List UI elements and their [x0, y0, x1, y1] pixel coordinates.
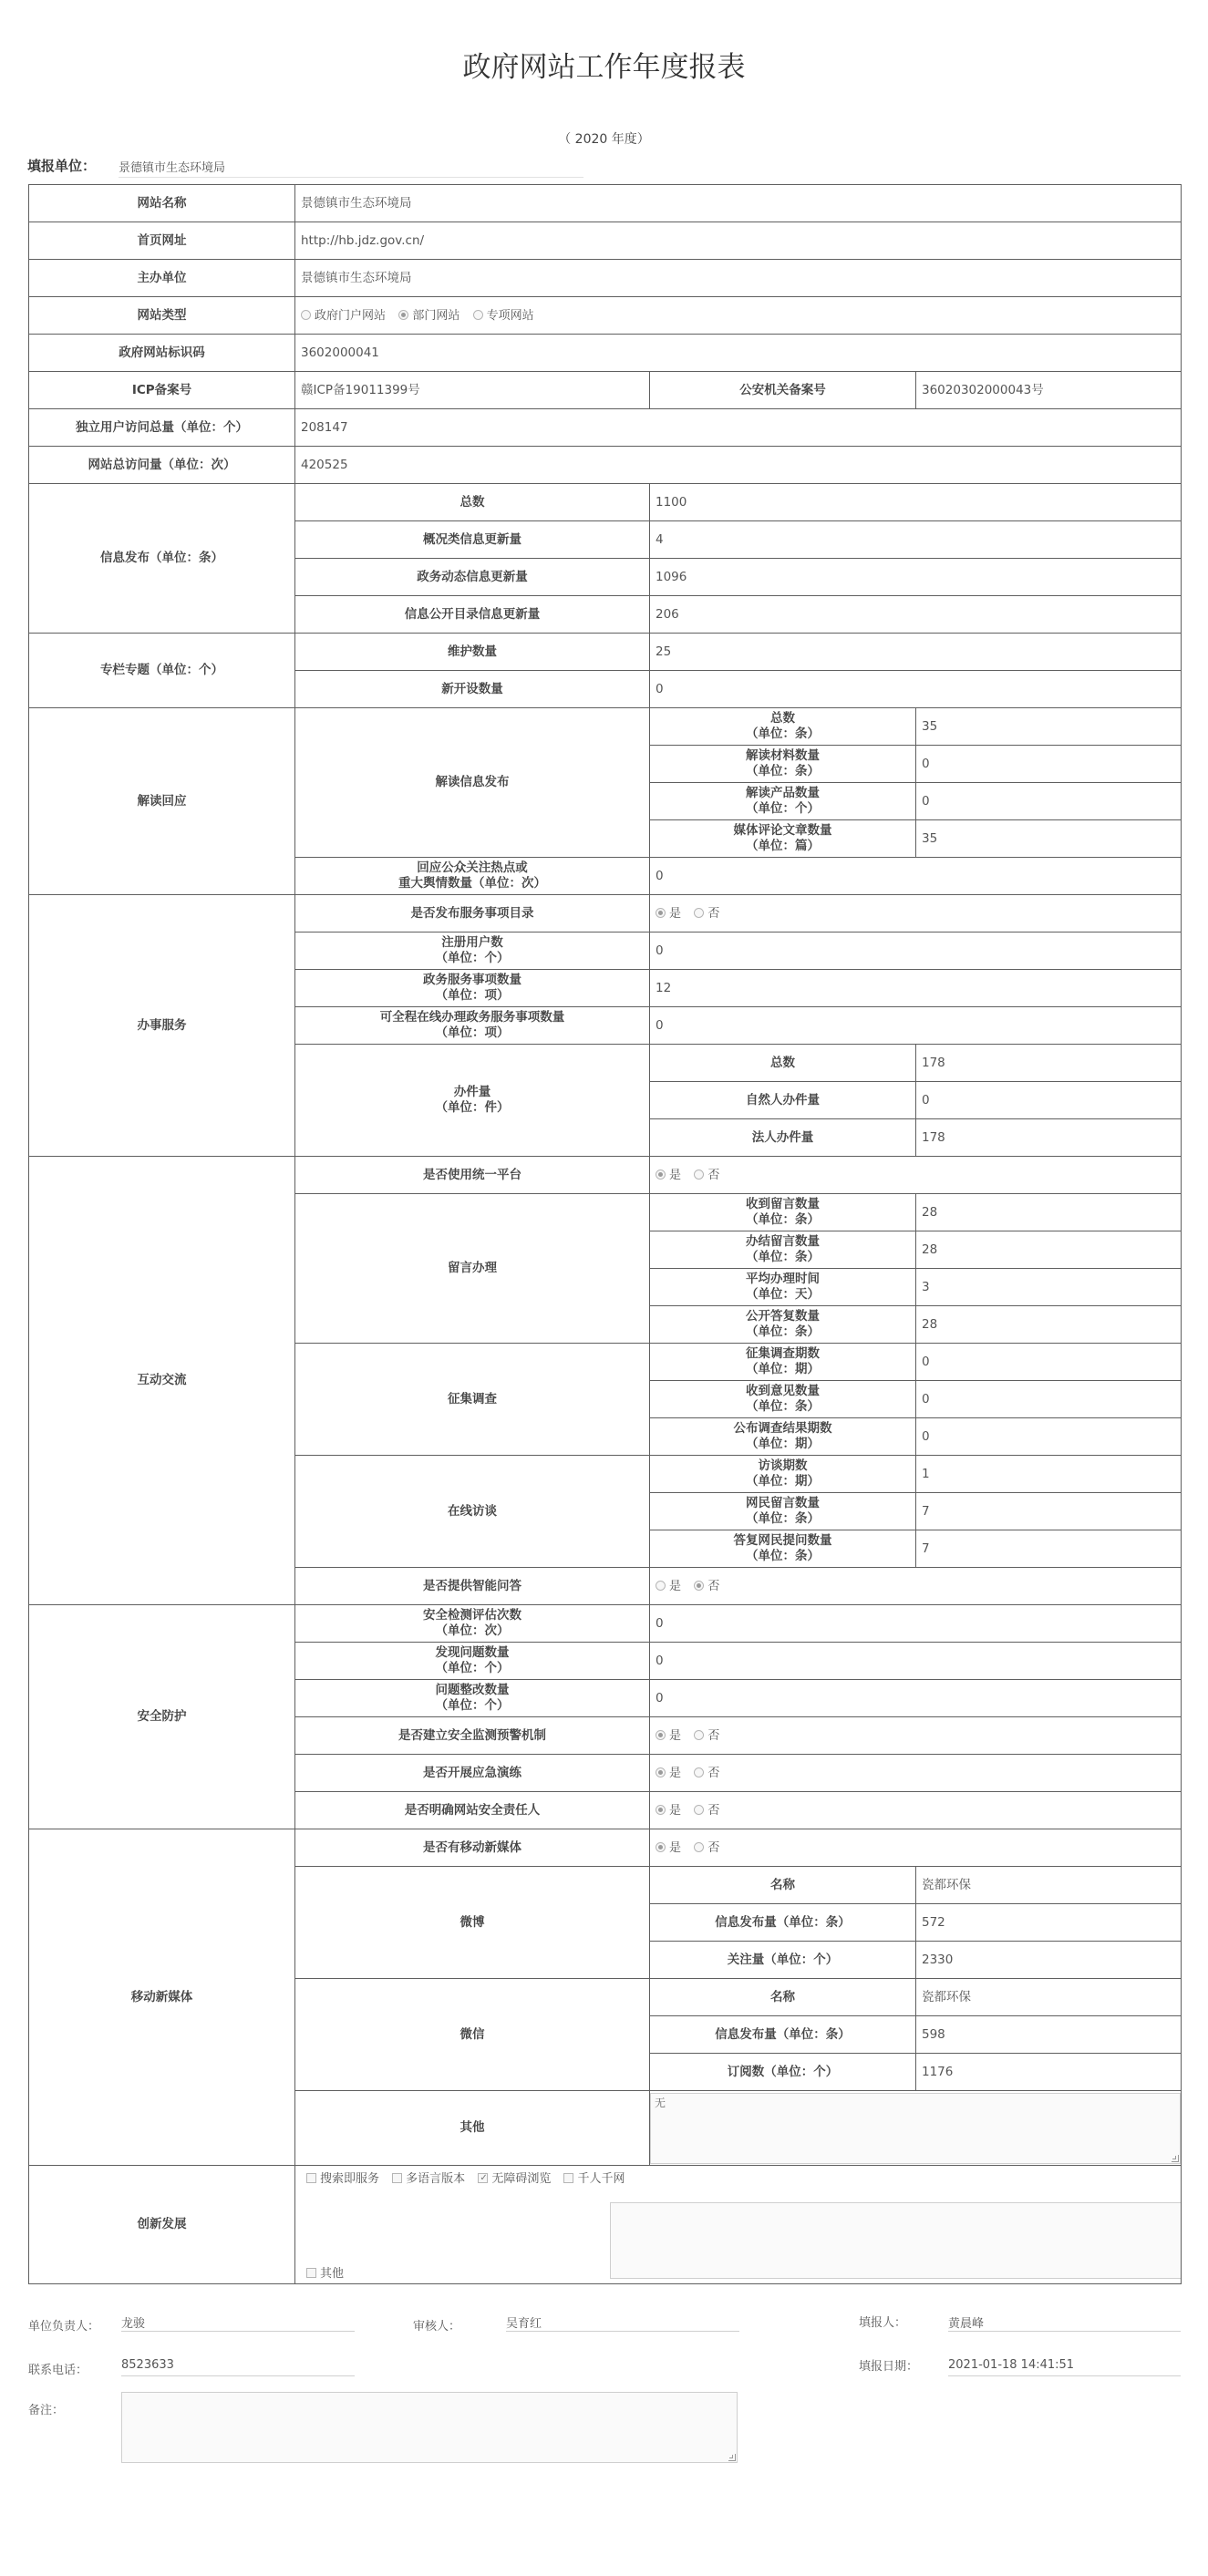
interpret-sub-label: 总数 （单位：条）	[650, 708, 916, 746]
interpret-sub-label: 媒体评论文章数量 （单位：篇）	[650, 820, 916, 858]
checkbox-checked-icon[interactable]	[478, 2173, 488, 2183]
radio-checked-icon[interactable]	[656, 1842, 666, 1852]
option-label: 政府门户网站	[315, 308, 387, 323]
report-year: （ 2020 年度）	[558, 132, 650, 147]
survey-sub-label: 收到意见数量 （单位：条）	[650, 1381, 916, 1418]
table-row	[29, 1157, 1182, 1194]
columns-section: 专栏专题（单位：个）	[29, 634, 295, 708]
messages-sub-label: 办结留言数量 （单位：条）	[650, 1231, 916, 1269]
info-catalog-value: 206	[650, 596, 1182, 634]
interview-label: 在线访谈	[295, 1456, 650, 1568]
date-label: 填报日期：	[859, 2360, 919, 2374]
weibo-posts-value: 572	[916, 1904, 1182, 1942]
checkbox-icon[interactable]	[306, 2173, 316, 2183]
radio-checked-icon[interactable]	[656, 908, 666, 918]
uv-value: 208147	[295, 409, 1182, 447]
cases-legal-value: 178	[916, 1119, 1182, 1157]
interview-periods-value: 1	[916, 1456, 1182, 1493]
innovation-option-personal[interactable]: 千人千网	[563, 2172, 625, 2186]
service-catalog-radios	[650, 895, 1182, 933]
security-owner-label: 是否明确网站安全责任人	[295, 1792, 650, 1829]
interpret-total-value: 35	[916, 708, 1182, 746]
radio-icon[interactable]	[656, 1581, 666, 1591]
info-news-value: 1096	[650, 559, 1182, 596]
security-fixed-label: 问题整改数量 （单位：个）	[295, 1680, 650, 1717]
no-option[interactable]: 否	[694, 1767, 719, 1780]
weibo-name-value: 瓷都环保	[916, 1867, 1182, 1904]
wechat-name-value: 瓷都环保	[916, 1979, 1182, 2016]
wechat-label: 微信	[295, 1979, 650, 2091]
row-sponsor	[29, 260, 1182, 297]
survey-sub-label: 征集调查期数 （单位：期）	[650, 1344, 916, 1381]
info-total-label: 总数	[295, 484, 650, 521]
security-checks-label: 安全检测评估次数 （单位：次）	[295, 1605, 650, 1643]
no-option[interactable]: 否	[694, 1580, 719, 1593]
radio-checked-icon[interactable]	[398, 310, 408, 320]
site-id-label: 政府网站标识码	[29, 335, 295, 372]
radio-checked-icon[interactable]	[694, 1581, 704, 1591]
head-value: 龙骏	[121, 2308, 355, 2332]
reviewer-value: 吴育红	[506, 2308, 739, 2332]
yes-option[interactable]: 是	[656, 1804, 681, 1818]
radio-icon[interactable]	[694, 1842, 704, 1852]
table-row	[29, 634, 1182, 671]
innovation-option-other[interactable]: 其他	[306, 2266, 344, 2282]
no-option[interactable]: 否	[694, 907, 719, 921]
interpret-publish-label: 解读信息发布	[295, 708, 650, 858]
messages-received-value: 28	[916, 1194, 1182, 1231]
survey-label: 征集调查	[295, 1344, 650, 1456]
messages-sub-label: 收到留言数量 （单位：条）	[650, 1194, 916, 1231]
weibo-followers-label: 关注量（单位：个）	[650, 1942, 916, 1979]
columns-new-label: 新开设数量	[295, 671, 650, 708]
wechat-subscribers-label: 订阅数（单位：个）	[650, 2054, 916, 2091]
service-items-value: 12	[650, 970, 1182, 1007]
checkbox-icon[interactable]	[306, 2268, 316, 2278]
site-type-label: 网站类型	[29, 297, 295, 335]
site-name-value: 景德镇市生态环境局	[295, 185, 1182, 222]
yes-option[interactable]: 是	[656, 1841, 681, 1855]
weibo-followers-value: 2330	[916, 1942, 1182, 1979]
info-publish-section: 信息发布（单位：条）	[29, 484, 295, 634]
unified-radios	[650, 1157, 1182, 1194]
messages-public-value: 28	[916, 1306, 1182, 1344]
interview-answers-value: 7	[916, 1530, 1182, 1568]
cases-label: 办件量 （单位：件）	[295, 1045, 650, 1157]
service-online-label: 可全程在线办理政务服务事项数量 （单位：项）	[295, 1007, 650, 1045]
pv-label: 网站总访问量（单位：次）	[29, 447, 295, 484]
cases-total-label: 总数	[650, 1045, 916, 1082]
homepage-label: 首页网址	[29, 222, 295, 260]
site-type-options	[295, 297, 1182, 335]
reporting-unit-value: 景德镇市生态环境局	[119, 158, 583, 178]
radio-icon[interactable]	[301, 310, 311, 320]
radio-icon[interactable]	[694, 908, 704, 918]
wechat-posts-label: 信息发布量（单位：条）	[650, 2016, 916, 2054]
messages-label: 留言办理	[295, 1194, 650, 1344]
icp-label: ICP备案号	[29, 372, 295, 409]
resize-grip-icon[interactable]	[728, 2454, 736, 2461]
radio-checked-icon[interactable]	[656, 1730, 666, 1740]
messages-sub-label: 平均办理时间 （单位：天）	[650, 1269, 916, 1306]
site-name-label: 网站名称	[29, 185, 295, 222]
radio-checked-icon[interactable]	[656, 1767, 666, 1777]
reviewer-label: 审核人：	[413, 2320, 461, 2334]
info-total-value: 1100	[650, 484, 1182, 521]
service-users-value: 0	[650, 933, 1182, 970]
report-table	[28, 184, 1182, 2284]
innovation-option-accessible[interactable]: ✓ 无障碍浏览	[478, 2172, 551, 2186]
service-items-label: 政务服务事项数量 （单位：项）	[295, 970, 650, 1007]
page-title: 政府网站工作年度报表	[462, 51, 746, 84]
security-owner-radios	[650, 1792, 1182, 1829]
other-media-textarea[interactable]	[650, 2093, 1181, 2164]
wechat-subscribers-value: 1176	[916, 2054, 1182, 2091]
yes-option[interactable]: 是	[656, 1767, 681, 1780]
has-mobile-radios	[650, 1829, 1182, 1867]
interpret-product-value: 0	[916, 783, 1182, 820]
interview-messages-value: 7	[916, 1493, 1182, 1530]
smart-qa-radios	[650, 1568, 1182, 1605]
no-option[interactable]: 否	[694, 1729, 719, 1743]
yes-option[interactable]: 是	[656, 1729, 681, 1743]
table-row	[29, 895, 1182, 933]
smart-qa-label: 是否提供智能问答	[295, 1568, 650, 1605]
no-option[interactable]: 否	[694, 1841, 719, 1855]
security-drill-label: 是否开展应急演练	[295, 1755, 650, 1792]
reporting-unit-label: 填报单位：	[27, 158, 97, 174]
police-value: 36020302000043号	[916, 372, 1182, 409]
radio-icon[interactable]	[694, 1730, 704, 1740]
radio-icon[interactable]	[473, 310, 483, 320]
date-value: 2021-01-18 14:41:51	[948, 2353, 1181, 2376]
weibo-name-label: 名称	[650, 1867, 916, 1904]
no-option[interactable]: 否	[694, 1169, 719, 1182]
filler-label: 填报人：	[859, 2316, 907, 2330]
columns-new-value: 0	[650, 671, 1182, 708]
resize-grip-icon[interactable]	[1172, 2155, 1179, 2162]
sponsor-value: 景德镇市生态环境局	[295, 260, 1182, 297]
site-type-option-portal[interactable]	[301, 309, 386, 323]
has-mobile-label: 是否有移动新媒体	[295, 1829, 650, 1867]
survey-results-value: 0	[916, 1418, 1182, 1456]
wechat-name-label: 名称	[650, 1979, 916, 2016]
table-row	[29, 1829, 1182, 1867]
reporting-unit-row	[27, 156, 583, 180]
interpret-media-value: 35	[916, 820, 1182, 858]
info-overview-value: 4	[650, 521, 1182, 559]
innovation-cell	[295, 2166, 1182, 2284]
interview-sub-label: 网民留言数量 （单位：条）	[650, 1493, 916, 1530]
icp-value: 赣ICP备19011399号	[295, 372, 650, 409]
row-site-id	[29, 335, 1182, 372]
weibo-posts-label: 信息发布量（单位：条）	[650, 1904, 916, 1942]
row-homepage	[29, 222, 1182, 260]
sponsor-label: 主办单位	[29, 260, 295, 297]
row-uv	[29, 409, 1182, 447]
security-section: 安全防护	[29, 1605, 295, 1829]
unified-label: 是否使用统一平台	[295, 1157, 650, 1194]
weibo-label: 微博	[295, 1867, 650, 1979]
checkbox-icon[interactable]	[563, 2173, 573, 2183]
cases-legal-label: 法人办件量	[650, 1119, 916, 1157]
innovation-option-search[interactable]: 搜索即服务	[306, 2172, 379, 2186]
table-row	[29, 1605, 1182, 1643]
no-option[interactable]: 否	[694, 1804, 719, 1818]
other-media-cell	[650, 2091, 1182, 2166]
security-issues-label: 发现问题数量 （单位：个）	[295, 1643, 650, 1680]
site-id-value: 3602000041	[295, 335, 1182, 372]
row-site-name	[29, 185, 1182, 222]
radio-checked-icon[interactable]	[656, 1170, 666, 1180]
new-media-section: 移动新媒体	[29, 1829, 295, 2166]
uv-label: 独立用户访问总量（单位：个）	[29, 409, 295, 447]
row-site-type	[29, 297, 1182, 335]
info-news-label: 政务动态信息更新量	[295, 559, 650, 596]
other-media-label: 其他	[295, 2091, 650, 2166]
row-icp	[29, 372, 1182, 409]
wechat-posts-value: 598	[916, 2016, 1182, 2054]
cases-person-label: 自然人办件量	[650, 1082, 916, 1119]
respond-label: 回应公众关注热点或 重大舆情数量（单位：次）	[295, 858, 650, 895]
innovation-other-textarea[interactable]	[610, 2202, 1182, 2279]
survey-opinions-value: 0	[916, 1381, 1182, 1418]
security-issues-value: 0	[650, 1643, 1182, 1680]
head-label: 单位负责人：	[28, 2320, 100, 2334]
info-catalog-label: 信息公开目录信息更新量	[295, 596, 650, 634]
columns-maintain-label: 维护数量	[295, 634, 650, 671]
service-section: 办事服务	[29, 895, 295, 1157]
security-fixed-value: 0	[650, 1680, 1182, 1717]
table-row	[29, 484, 1182, 521]
interpret-sub-label: 解读材料数量 （单位：条）	[650, 746, 916, 783]
interaction-section: 互动交流	[29, 1157, 295, 1605]
yes-option[interactable]: 是	[656, 1169, 681, 1182]
homepage-value: http://hb.jdz.gov.cn/	[295, 222, 1182, 260]
interpret-material-value: 0	[916, 746, 1182, 783]
radio-icon[interactable]	[694, 1170, 704, 1180]
phone-value: 8523633	[121, 2353, 355, 2376]
interview-sub-label: 答复网民提问数量 （单位：条）	[650, 1530, 916, 1568]
service-online-value: 0	[650, 1007, 1182, 1045]
cases-total-value: 178	[916, 1045, 1182, 1082]
messages-sub-label: 公开答复数量 （单位：条）	[650, 1306, 916, 1344]
filler-value: 黄晨峰	[948, 2308, 1181, 2332]
remark-textarea[interactable]	[121, 2392, 738, 2463]
columns-maintain-value: 25	[650, 634, 1182, 671]
interpret-sub-label: 解读产品数量 （单位：个）	[650, 783, 916, 820]
row-pv	[29, 447, 1182, 484]
security-checks-value: 0	[650, 1605, 1182, 1643]
table-row	[29, 2166, 1182, 2284]
security-warning-label: 是否建立安全监测预警机制	[295, 1717, 650, 1755]
radio-icon[interactable]	[694, 1767, 704, 1777]
innovation-options	[306, 2171, 634, 2187]
table-row	[29, 708, 1182, 746]
radio-checked-icon[interactable]	[656, 1805, 666, 1815]
site-type-option-department[interactable]	[398, 309, 459, 323]
security-drill-radios	[650, 1755, 1182, 1792]
yes-option[interactable]: 是	[656, 907, 681, 921]
innovation-option-multilang[interactable]: 多语言版本	[392, 2172, 465, 2186]
survey-sub-label: 公布调查结果期数 （单位：期）	[650, 1418, 916, 1456]
cases-person-value: 0	[916, 1082, 1182, 1119]
radio-icon[interactable]	[694, 1805, 704, 1815]
messages-avg-value: 3	[916, 1269, 1182, 1306]
interpret-section: 解读回应	[29, 708, 295, 895]
messages-done-value: 28	[916, 1231, 1182, 1269]
phone-label: 联系电话：	[28, 2364, 88, 2377]
police-label: 公安机关备案号	[650, 372, 916, 409]
innovation-section: 创新发展	[29, 2166, 295, 2284]
option-label: 部门网站	[412, 308, 460, 323]
other-media-value: 无	[655, 2096, 666, 2109]
info-overview-label: 概况类信息更新量	[295, 521, 650, 559]
survey-periods-value: 0	[916, 1344, 1182, 1381]
pv-value: 420525	[295, 447, 1182, 484]
security-warning-radios	[650, 1717, 1182, 1755]
remark-label: 备注：	[28, 2404, 65, 2417]
respond-value: 0	[650, 858, 1182, 895]
service-catalog-label: 是否发布服务事项目录	[295, 895, 650, 933]
option-label: 专项网站	[486, 308, 534, 323]
yes-option[interactable]: 是	[656, 1580, 681, 1593]
checkbox-icon[interactable]	[392, 2173, 402, 2183]
service-users-label: 注册用户数 （单位：个）	[295, 933, 650, 970]
site-type-option-special[interactable]	[473, 309, 534, 323]
interview-sub-label: 访谈期数 （单位：期）	[650, 1456, 916, 1493]
